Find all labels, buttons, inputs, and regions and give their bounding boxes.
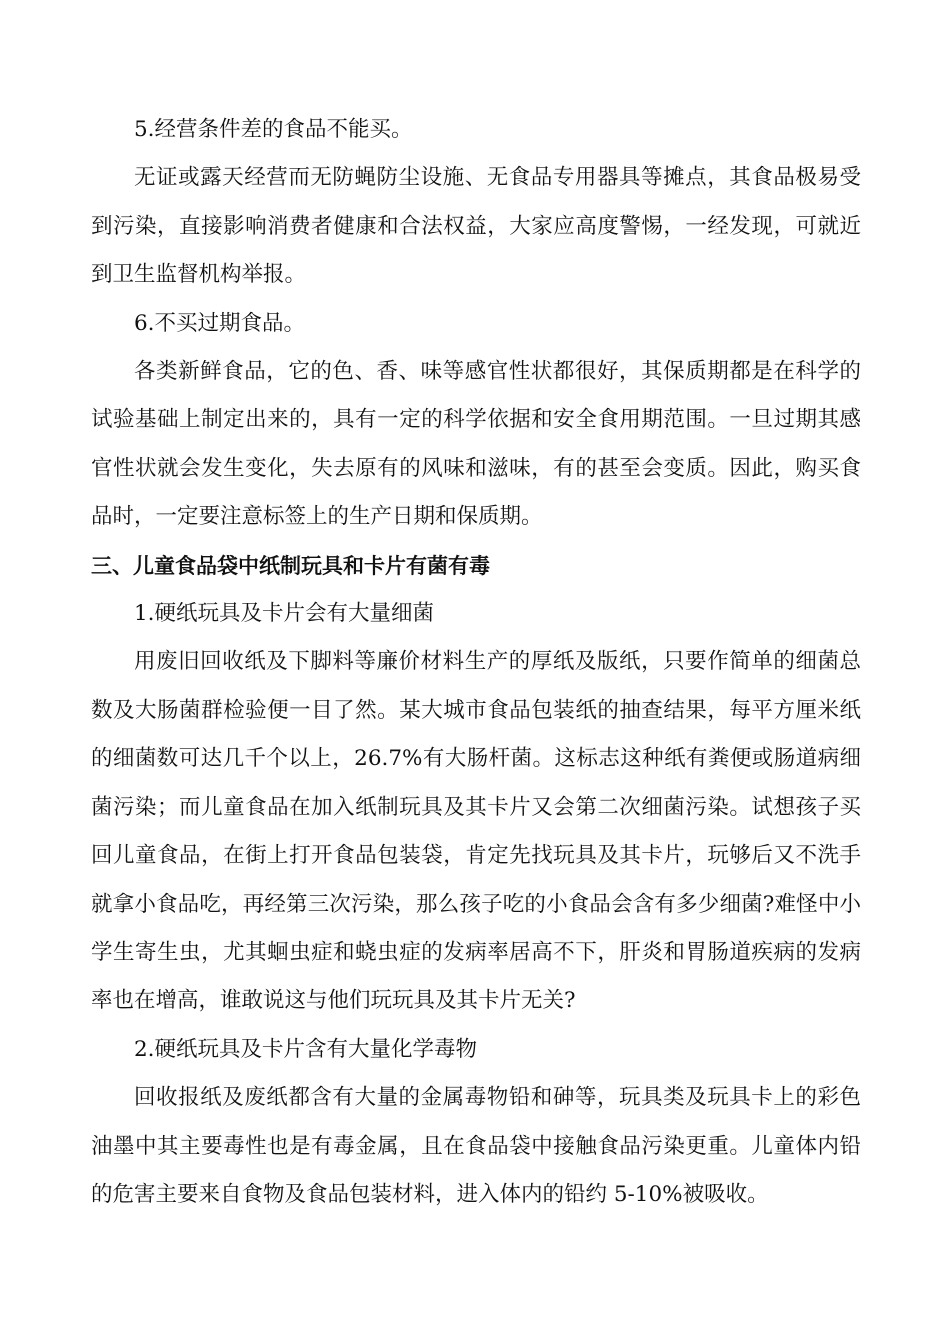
subheading-item-6: 6.不买过期食品。 [134, 310, 306, 336]
body-paragraph: 用废旧回收纸及下脚料等廉价材料生产的厚纸及版纸，只要作简单的细菌总数及大肠菌群检验便一目了然。某大城市食品包装纸的抽查结果，每平方厘米纸的细菌数可达几千个以上，26.7%有大肠杆菌。这标志这种纸有粪便或肠道病细菌污染；而儿童食品在加入纸制玩具及其卡片又会第二次细菌污染。试想孩子买回儿童食品，在街上打开食品包装袋，肯定先找玩具及其卡片，玩够后又不洗手就拿小食品吃，再经第三次污染，那么孩子吃的小食品会含有多少细菌?难怪中小学生寄生虫，尤其蛔虫症和蛲虫症的发病率居高不下，肝炎和胃肠道疾病的发病率也在增高，谁敢说这与他们玩玩具及其卡片无关? [91, 649, 861, 1014]
body-paragraph: 无证或露天经营而无防蝇防尘设施、无食品专用器具等摊点，其食品极易受到污染，直接影响消费者健康和合法权益，大家应高度警惕，一经发现，可就近到卫生监督机构举报。 [91, 165, 861, 288]
body-paragraph: 回收报纸及废纸都含有大量的金属毒物铅和砷等，玩具类及玩具卡上的彩色油墨中其主要毒性也是有毒金属，且在食品袋中接触食品污染更重。儿童体内铅的危害主要来自食物及食品包装材料，进入体内的铅约 5-10%被吸收。 [91, 1085, 861, 1207]
body-paragraph: 各类新鲜食品，它的色、香、味等感官性状都很好，其保质期都是在科学的试验基础上制定出来的，具有一定的科学依据和安全食用期范围。一旦过期其感官性状就会发生变化，失去原有的风味和滋味，有的甚至会变质。因此，购买食品时，一定要注意标签上的生产日期和保质期。 [91, 359, 861, 530]
subheading-item-2: 2.硬纸玩具及卡片含有大量化学毒物 [134, 1036, 478, 1062]
subheading-item-5: 5.经营条件差的食品不能买。 [134, 117, 413, 142]
section-heading: 三、儿童食品袋中纸制玩具和卡片有菌有毒 [91, 553, 490, 578]
subheading-item-1: 1.硬纸玩具及卡片会有大量细菌 [134, 601, 435, 627]
document-body [91, 106, 861, 1219]
